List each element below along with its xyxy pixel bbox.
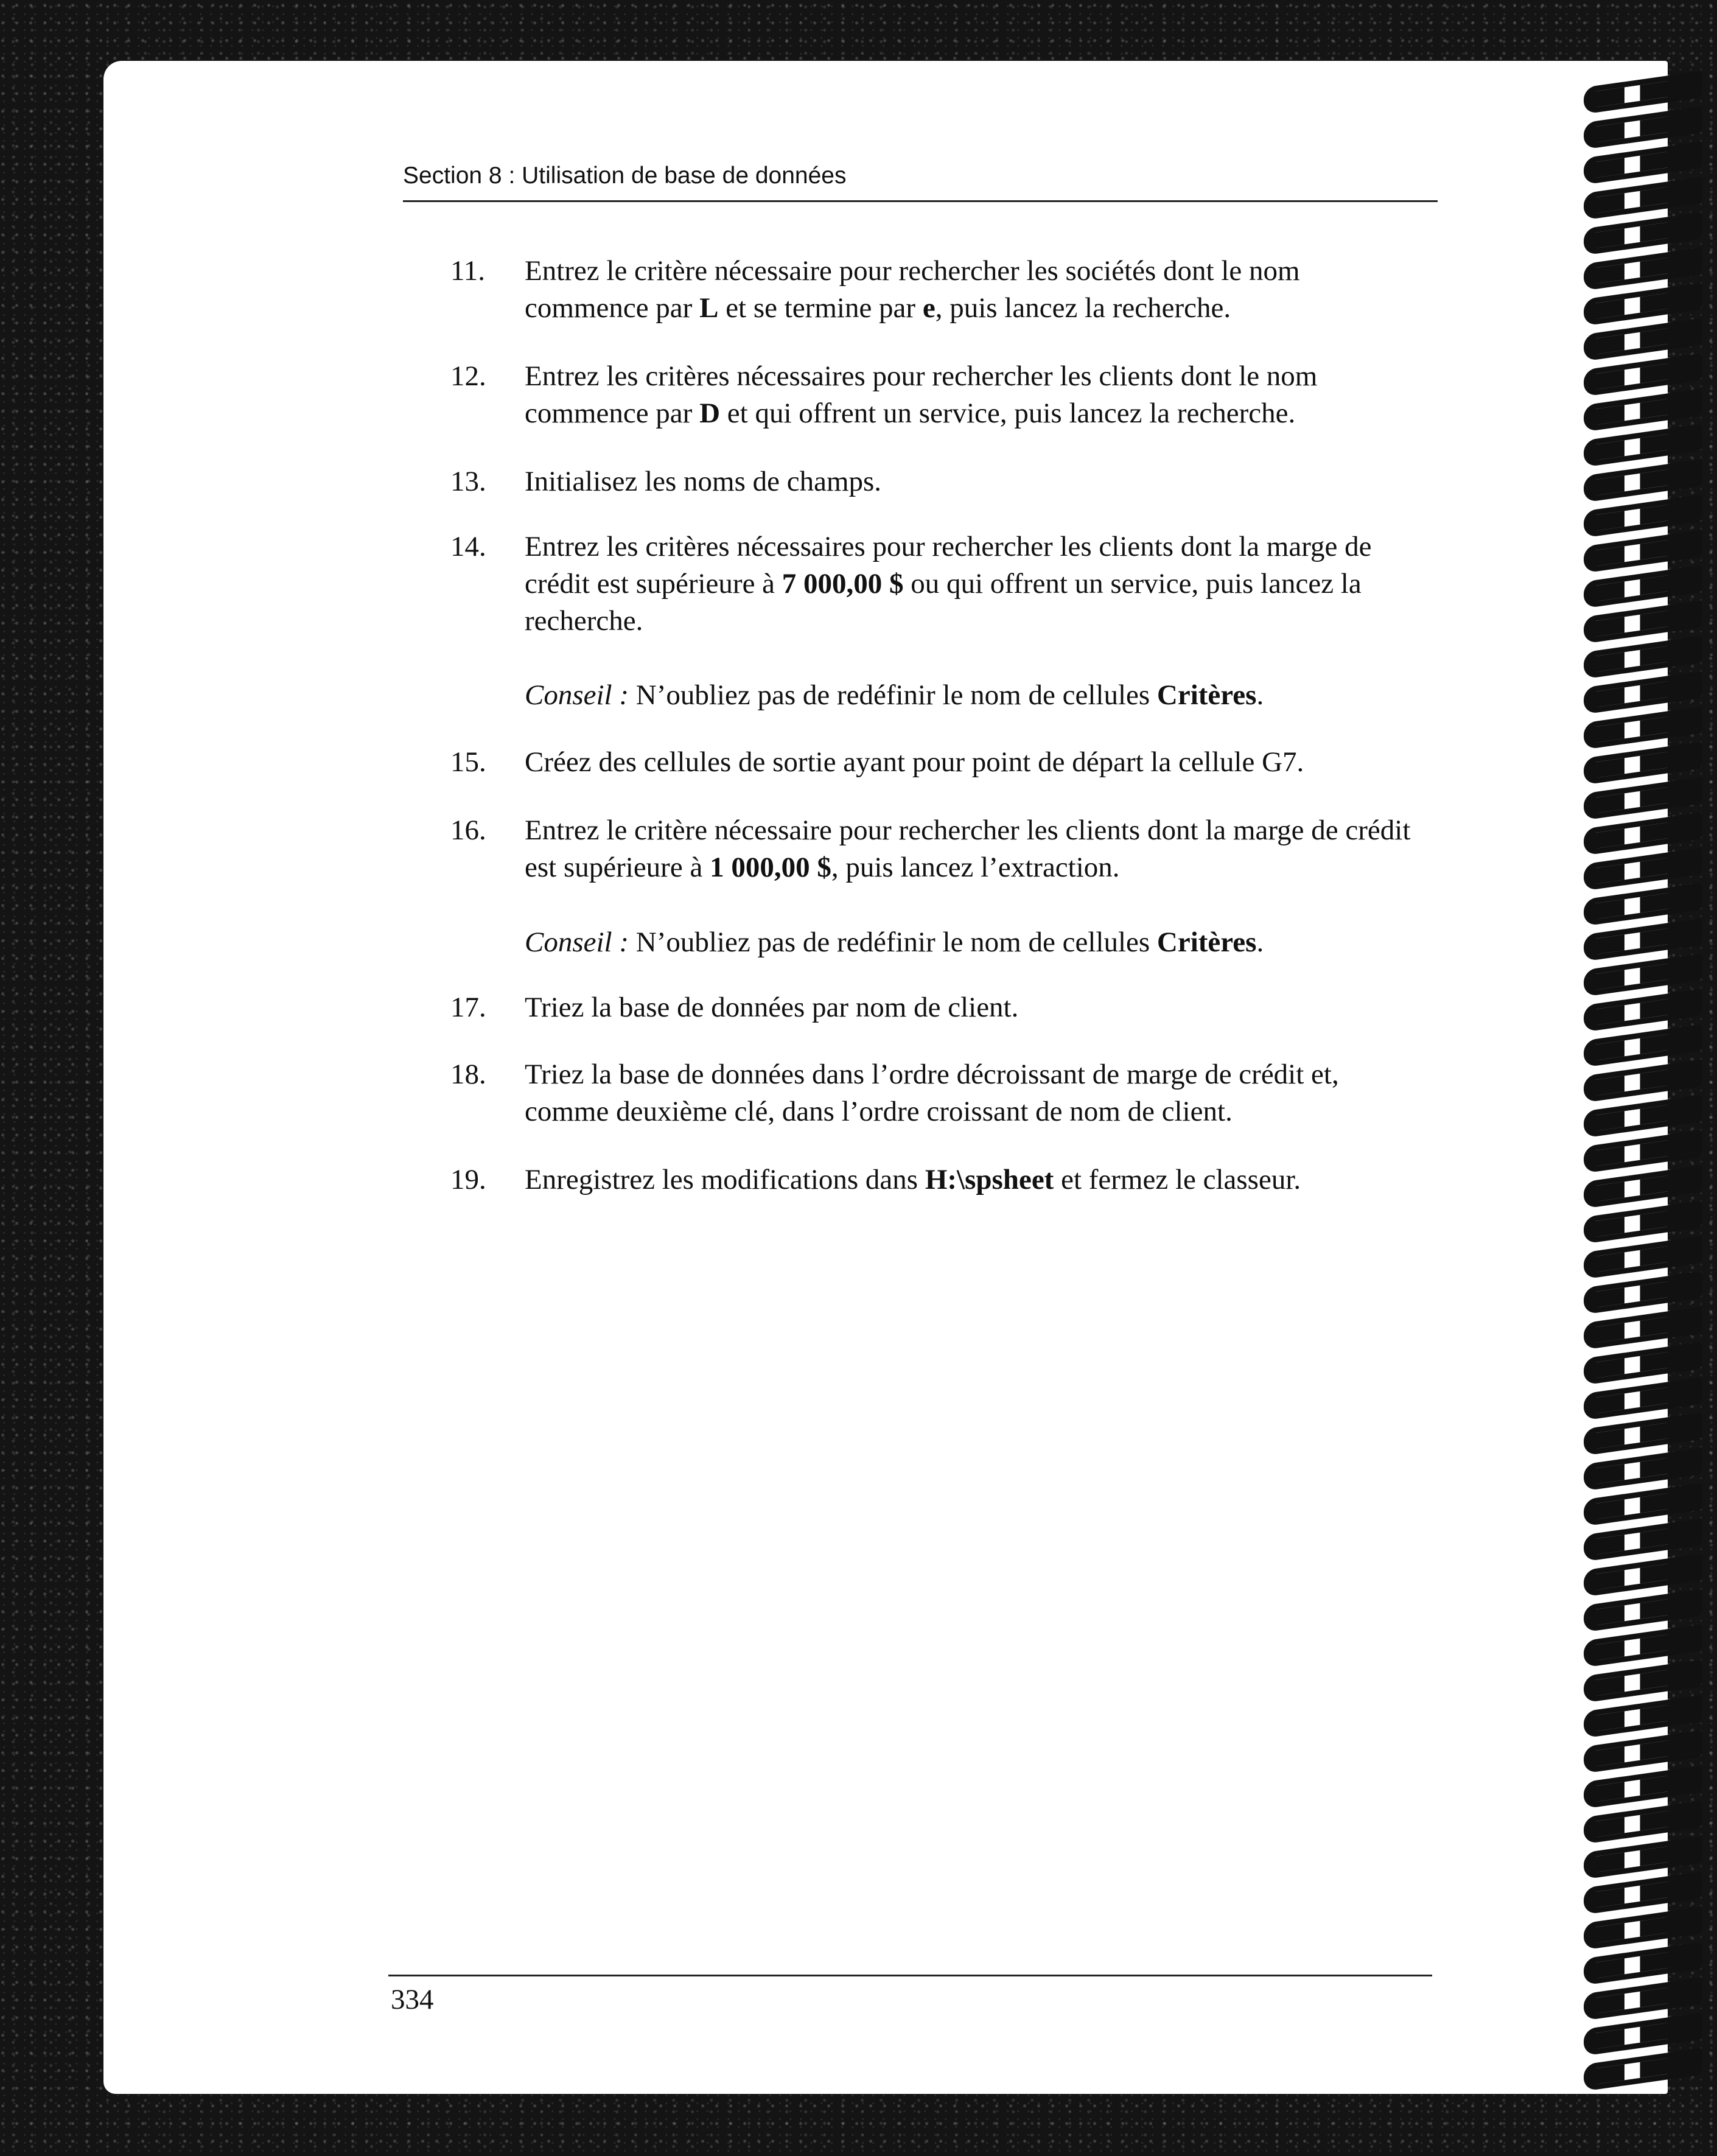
item-number: 13. [450, 466, 486, 497]
binding-coil [1584, 1836, 1702, 1879]
binding-coil [1584, 1659, 1702, 1703]
tip-text: N’oubliez pas de redéfinir le nom de cellules [629, 926, 1157, 958]
binding-coil [1584, 1271, 1702, 1314]
binding-coil [1584, 1447, 1702, 1491]
binding-coil [1584, 530, 1702, 573]
binding-coil [1584, 1200, 1702, 1244]
binding-coil [1584, 1130, 1702, 1173]
binding-coil [1584, 1342, 1702, 1385]
binding-coil [1584, 1730, 1702, 1773]
tip-bold: Critères [1156, 926, 1257, 958]
binding-coil [1584, 883, 1702, 926]
binding-coil [1584, 1624, 1702, 1667]
binding-coil [1584, 1765, 1702, 1808]
item-text: Triez la base de données par nom de client. [525, 992, 1019, 1023]
binding-coil [1584, 1412, 1702, 1455]
tip-label: Conseil : [525, 926, 629, 958]
page-number: 334 [391, 1984, 434, 2015]
item-text: Entrez le critère nécessaire pour rechercher les sociétés dont le nom commence par L et se termine par e, puis lancez la recherche. [525, 255, 1300, 324]
binding-coil [1584, 1977, 1702, 2020]
footer-rule [388, 1975, 1432, 1976]
binding-coil [1584, 989, 1702, 1032]
item-number: 17. [450, 992, 486, 1023]
binding-coil [1584, 353, 1702, 396]
item-number: 16. [450, 814, 486, 846]
tip-text: N’oubliez pas de redéfinir le nom de cellules [629, 679, 1157, 711]
item-text: Entrez le critère nécessaire pour rechercher les clients dont la marge de crédit est supérieure à 1 000,00 $, puis lancez l’extraction. [525, 814, 1411, 883]
binding-coil [1584, 847, 1702, 891]
binding-coil [1584, 2012, 1702, 2056]
item-text: Entrez les critères nécessaires pour rechercher les clients dont la marge de crédit est supérieure à 7 000,00 $ ou qui offrent un service, puis lancez la recherche. [525, 531, 1372, 637]
binding-coil [1584, 247, 1702, 290]
binding-coil [1584, 635, 1702, 679]
binding-coil [1584, 741, 1702, 785]
binding-coil [1584, 388, 1702, 432]
binding-coil [1584, 706, 1702, 749]
binding-coil [1584, 565, 1702, 608]
binding-coil [1584, 1059, 1702, 1102]
tip-note: Conseil : N’oubliez pas de redéfinir le nom de cellules Critères. [525, 926, 1264, 958]
tip-note: Conseil : N’oubliez pas de redéfinir le nom de cellules Critères. [525, 679, 1264, 711]
item-number: 12. [450, 360, 486, 392]
binding-coil [1584, 459, 1702, 502]
spiral-binding [1576, 67, 1717, 2094]
binding-coil [1584, 141, 1702, 184]
binding-coil [1584, 1871, 1702, 1914]
item-number: 15. [450, 746, 486, 778]
binding-coil [1584, 1306, 1702, 1349]
binding-coil [1584, 671, 1702, 714]
binding-coil [1584, 1024, 1702, 1067]
binding-coil [1584, 1553, 1702, 1597]
binding-coil [1584, 1518, 1702, 1561]
binding-coil [1584, 1094, 1702, 1138]
binding-coil [1584, 918, 1702, 961]
item-text: Entrez les critères nécessaires pour rechercher les clients dont le nom commence par D et qui offrent un service, puis lancez la recherche. [525, 360, 1318, 429]
item-number: 19. [450, 1164, 486, 1195]
header-rule [403, 200, 1438, 202]
binding-coil [1584, 600, 1702, 643]
item-text: Triez la base de données dans l’ordre décroissant de marge de crédit et, comme deuxième clé, dans l’ordre croissant de nom de client. [525, 1059, 1339, 1127]
binding-coil [1584, 1942, 1702, 1985]
binding-coil [1584, 1483, 1702, 1526]
binding-coil [1584, 318, 1702, 361]
binding-coil [1584, 282, 1702, 326]
item-text: Enregistrez les modifications dans H:\spsheet et fermez le classeur. [525, 1164, 1301, 1195]
item-text: Initialisez les noms de champs. [525, 466, 882, 497]
binding-coil [1584, 1695, 1702, 1738]
binding-coil [1584, 424, 1702, 467]
binding-coil [1584, 71, 1702, 114]
binding-coil [1584, 812, 1702, 855]
tip-label: Conseil : [525, 679, 629, 711]
binding-coil [1584, 777, 1702, 820]
binding-coil [1584, 1801, 1702, 1844]
item-number: 18. [450, 1059, 486, 1090]
item-number: 11. [450, 255, 486, 287]
tip-bold: Critères [1156, 679, 1257, 711]
binding-coil [1584, 212, 1702, 255]
running-head: Section 8 : Utilisation de base de données [403, 163, 847, 189]
binding-coil [1584, 177, 1702, 220]
binding-coil [1584, 1236, 1702, 1279]
binding-coil [1584, 494, 1702, 537]
binding-coil [1584, 1906, 1702, 1950]
item-number: 14. [450, 531, 486, 562]
binding-coil [1584, 2048, 1702, 2091]
binding-coil [1584, 1589, 1702, 1632]
binding-coil [1584, 1377, 1702, 1420]
binding-coil [1584, 1165, 1702, 1208]
item-text: Créez des cellules de sortie ayant pour point de départ la cellule G7. [525, 746, 1304, 778]
binding-coil [1584, 953, 1702, 996]
binding-coil [1584, 106, 1702, 149]
